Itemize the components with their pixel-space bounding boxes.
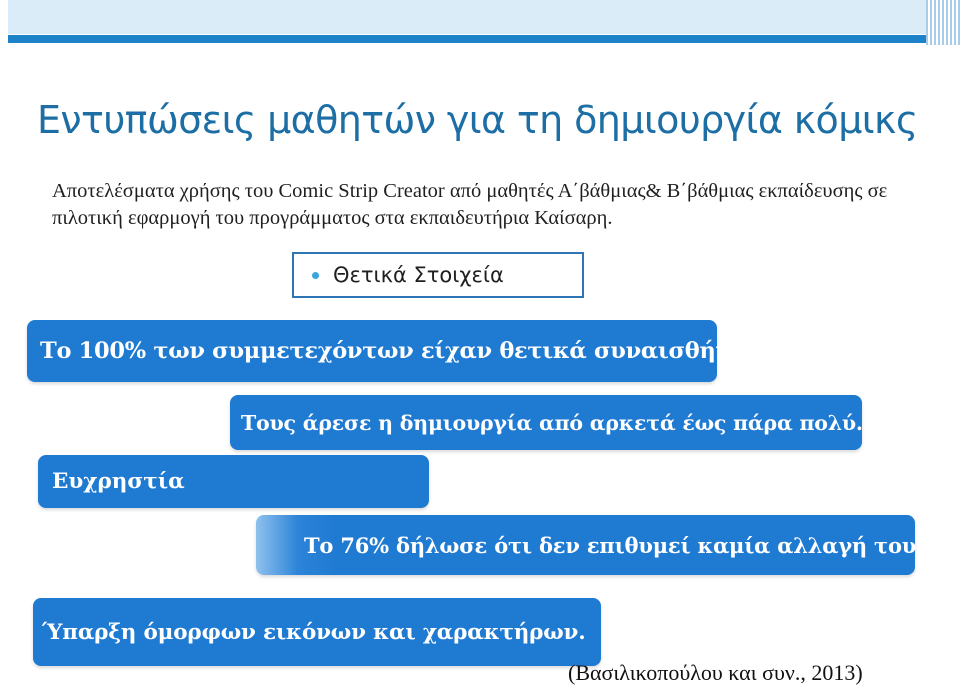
citation: (Βασιλικοπούλου και συν., 2013) bbox=[568, 660, 863, 685]
header-stripes bbox=[926, 0, 960, 45]
finding-bar-5: Ύπαρξη όμορφων εικόνων και χαρακτήρων. bbox=[33, 598, 601, 666]
positive-heading-box bbox=[292, 252, 584, 298]
finding-bar-4: Το 76% δήλωσε ότι δεν επιθυμεί καμία αλλαγή του. bbox=[256, 515, 915, 575]
positive-heading: Θετικά Στοιχεία bbox=[333, 263, 504, 287]
slide-intro: Αποτελέσματα χρήσης του Comic Strip Creator από μαθητές Α΄βάθμιας& Β΄βάθμιας εκπαίδευσης σε πιλοτική εφαρμογή του προγράμματος στα εκπαιδευτήρια Καίσαρη. bbox=[52, 180, 888, 229]
slide-title: Εντυπώσεις μαθητών για τη δημιουργία κόμικς bbox=[37, 98, 918, 142]
finding-bar-3: Ευχρηστία bbox=[38, 455, 429, 508]
finding-bar-1: Το 100% των συμμετεχόντων είχαν θετικά συναισθήματα. bbox=[27, 320, 717, 382]
header-decoration bbox=[0, 0, 960, 45]
header-band-dark bbox=[8, 35, 926, 43]
header-band-light bbox=[8, 0, 926, 34]
bullet-icon bbox=[312, 272, 319, 279]
finding-bar-2: Τους άρεσε η δημιουργία από αρκετά έως πάρα πολύ. bbox=[230, 395, 862, 450]
